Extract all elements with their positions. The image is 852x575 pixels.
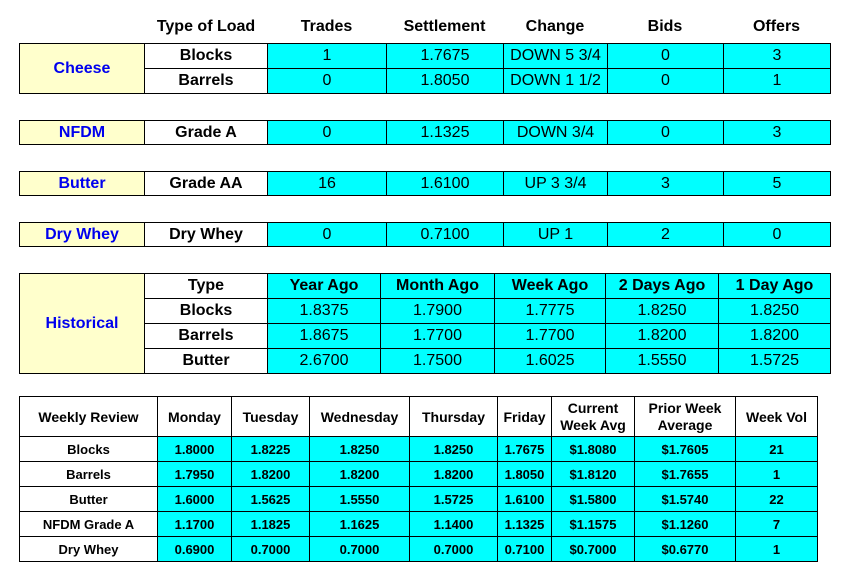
weekly-cell: 21 — [736, 437, 818, 462]
header-line: Current — [567, 399, 619, 416]
trades-cell: 16 — [268, 172, 387, 196]
header-offers: Offers — [752, 18, 801, 35]
offers-cell: 5 — [724, 172, 831, 196]
row-label: Butter — [145, 349, 268, 374]
weekly-cell: 1 — [736, 462, 818, 487]
row-label: Blocks — [145, 44, 268, 69]
header-line: Prior Week — [648, 399, 722, 416]
change-cell: UP 1 — [504, 223, 608, 247]
weekly-cell: $1.8120 — [552, 462, 635, 487]
historical-cell: 1.7775 — [495, 299, 606, 324]
weekly-cell: $1.1575 — [552, 512, 635, 537]
row-label: Blocks — [20, 437, 158, 462]
offers-cell: 0 — [724, 223, 831, 247]
weekly-cell: 0.7100 — [498, 537, 552, 562]
row-label: Blocks — [145, 299, 268, 324]
historical-cell: 1.6025 — [495, 349, 606, 374]
settlement-cell: 1.8050 — [387, 69, 504, 94]
bids-cell: 0 — [608, 121, 724, 145]
historical-cell: 1.8675 — [268, 324, 381, 349]
market-column-headers — [0, 17, 852, 37]
weekly-header-tuesday: Tuesday — [232, 397, 310, 437]
historical-cell: 2.6700 — [268, 349, 381, 374]
row-label: NFDM Grade A — [20, 512, 158, 537]
header-bids: Bids — [647, 18, 683, 35]
header-settlement: Settlement — [403, 18, 486, 35]
bids-cell: 2 — [608, 223, 724, 247]
weekly-cell: 1.1400 — [410, 512, 498, 537]
weekly-cell: 1.8000 — [158, 437, 232, 462]
weekly-cell: 1 — [736, 537, 818, 562]
weekly-cell: 1.1625 — [310, 512, 410, 537]
weekly-cell: 1.6000 — [158, 487, 232, 512]
change-cell: DOWN 3/4 — [504, 121, 608, 145]
weekly-header-thursday: Thursday — [410, 397, 498, 437]
row-label: Dry Whey — [20, 537, 158, 562]
row-label: Butter — [20, 487, 158, 512]
header-type-of-load: Type of Load — [156, 18, 256, 35]
weekly-cell: 1.8225 — [232, 437, 310, 462]
row-label: Grade AA — [145, 172, 268, 196]
table-row — [20, 537, 818, 562]
weekly-cell: $1.5800 — [552, 487, 635, 512]
header-line: Average — [657, 416, 713, 433]
weekly-cell: $1.7655 — [635, 462, 736, 487]
weekly-cell: 1.1825 — [232, 512, 310, 537]
weekly-cell: 7 — [736, 512, 818, 537]
weekly-cell: 1.8200 — [410, 462, 498, 487]
weekly-cell: 1.5550 — [310, 487, 410, 512]
trades-cell: 1 — [268, 44, 387, 69]
weekly-cell: 1.8250 — [310, 437, 410, 462]
weekly-header-wednesday: Wednesday — [310, 397, 410, 437]
historical-header-week-ago: Week Ago — [495, 274, 606, 299]
change-cell: DOWN 1 1/2 — [504, 69, 608, 94]
change-cell: DOWN 5 3/4 — [504, 44, 608, 69]
historical-header-2-days-ago: 2 Days Ago — [606, 274, 719, 299]
weekly-review-table — [19, 396, 818, 562]
category-cheese: Cheese — [20, 44, 145, 94]
settlement-cell: 1.6100 — [387, 172, 504, 196]
change-cell: UP 3 3/4 — [504, 172, 608, 196]
weekly-header-monday: Monday — [158, 397, 232, 437]
historical-cell: 1.7500 — [381, 349, 495, 374]
drywhey-table — [19, 222, 831, 247]
trades-cell: 0 — [268, 223, 387, 247]
nfdm-table — [19, 120, 831, 145]
row-label: Grade A — [145, 121, 268, 145]
historical-cell: 1.5725 — [719, 349, 831, 374]
weekly-cell: 0.6900 — [158, 537, 232, 562]
table-row — [20, 462, 818, 487]
weekly-cell: 1.6100 — [498, 487, 552, 512]
historical-cell: 1.7700 — [495, 324, 606, 349]
weekly-header-review: Weekly Review — [20, 397, 158, 437]
weekly-cell: 1.5625 — [232, 487, 310, 512]
bids-cell: 3 — [608, 172, 724, 196]
historical-header-1-day-ago: 1 Day Ago — [719, 274, 831, 299]
category-historical: Historical — [20, 274, 145, 374]
weekly-cell: $0.6770 — [635, 537, 736, 562]
weekly-cell: 0.7000 — [232, 537, 310, 562]
historical-header-year-ago: Year Ago — [268, 274, 381, 299]
weekly-cell: 1.1700 — [158, 512, 232, 537]
row-label: Barrels — [145, 324, 268, 349]
weekly-cell: 1.5725 — [410, 487, 498, 512]
weekly-header-friday: Friday — [498, 397, 552, 437]
historical-cell: 1.5550 — [606, 349, 719, 374]
header-line: Week Avg — [560, 416, 626, 433]
table-row — [20, 487, 818, 512]
weekly-cell: $1.8080 — [552, 437, 635, 462]
trades-cell: 0 — [268, 69, 387, 94]
weekly-cell: 0.7000 — [310, 537, 410, 562]
header-trades: Trades — [300, 18, 353, 35]
historical-table — [19, 273, 831, 374]
settlement-cell: 1.1325 — [387, 121, 504, 145]
historical-header-type: Type — [145, 274, 268, 299]
weekly-cell: 1.8050 — [498, 462, 552, 487]
row-label: Dry Whey — [145, 223, 268, 247]
weekly-cell: 1.8250 — [410, 437, 498, 462]
weekly-cell: 0.7000 — [410, 537, 498, 562]
weekly-cell: $1.1260 — [635, 512, 736, 537]
weekly-header-prior-week-average — [635, 397, 736, 437]
weekly-header-current-week-avg — [552, 397, 635, 437]
bids-cell: 0 — [608, 69, 724, 94]
butter-table — [19, 171, 831, 196]
weekly-cell: 1.1325 — [498, 512, 552, 537]
weekly-cell: 1.8200 — [232, 462, 310, 487]
category-dry-whey: Dry Whey — [20, 223, 145, 247]
category-butter: Butter — [20, 172, 145, 196]
table-row — [20, 512, 818, 537]
cheese-table — [19, 43, 831, 94]
header-change: Change — [525, 18, 585, 35]
weekly-cell: 22 — [736, 487, 818, 512]
weekly-cell: 1.7675 — [498, 437, 552, 462]
weekly-cell: $1.7605 — [635, 437, 736, 462]
trades-cell: 0 — [268, 121, 387, 145]
weekly-cell: 1.8200 — [310, 462, 410, 487]
historical-cell: 1.8200 — [606, 324, 719, 349]
historical-cell: 1.8375 — [268, 299, 381, 324]
weekly-cell: 1.7950 — [158, 462, 232, 487]
row-label: Barrels — [145, 69, 268, 94]
historical-cell: 1.7700 — [381, 324, 495, 349]
historical-cell: 1.7900 — [381, 299, 495, 324]
settlement-cell: 1.7675 — [387, 44, 504, 69]
offers-cell: 1 — [724, 69, 831, 94]
row-label: Barrels — [20, 462, 158, 487]
historical-cell: 1.8250 — [606, 299, 719, 324]
weekly-cell: $0.7000 — [552, 537, 635, 562]
category-nfdm: NFDM — [20, 121, 145, 145]
bids-cell: 0 — [608, 44, 724, 69]
table-row — [20, 437, 818, 462]
historical-header-month-ago: Month Ago — [381, 274, 495, 299]
offers-cell: 3 — [724, 121, 831, 145]
weekly-header-week-vol: Week Vol — [736, 397, 818, 437]
offers-cell: 3 — [724, 44, 831, 69]
historical-cell: 1.8250 — [719, 299, 831, 324]
settlement-cell: 0.7100 — [387, 223, 504, 247]
weekly-cell: $1.5740 — [635, 487, 736, 512]
historical-cell: 1.8200 — [719, 324, 831, 349]
